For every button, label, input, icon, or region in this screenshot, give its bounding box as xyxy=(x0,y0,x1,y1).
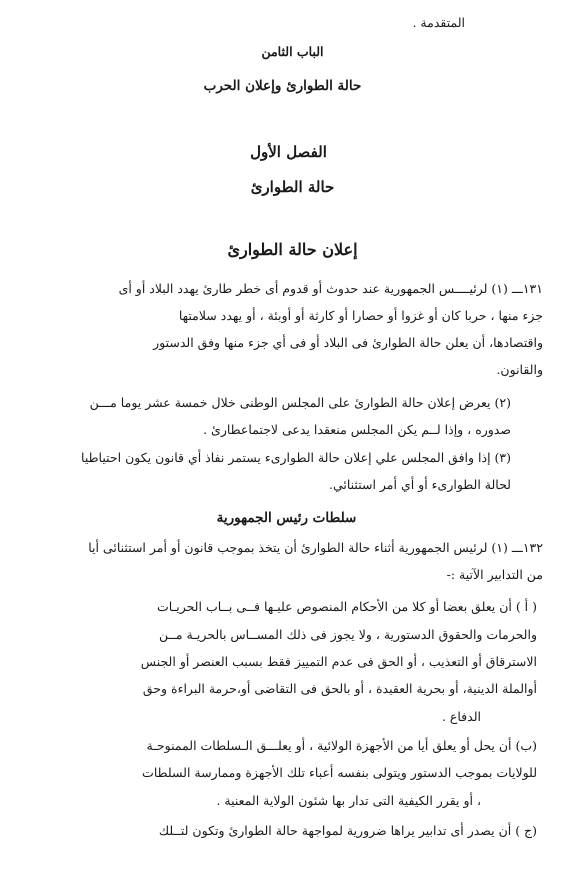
item-a-line-5: الدفاع . xyxy=(441,709,481,724)
article-131-para-2-line-2: صدوره ، وإذا لــم يكن المجلس منعقدا يدعى لاجتماعطارئ . xyxy=(203,422,511,437)
section-title-powers: سلطات رئيس الجمهورية xyxy=(216,510,357,526)
section-title-declaration: إعلان حالة الطوارئ xyxy=(227,240,358,259)
item-c-line-1: (ج ) أن يصدر أى تدابير يراها ضرورية لمواجهة حالة الطوارئ وتكون لتــلك xyxy=(158,823,537,838)
item-a-line-4: أوالملة الدينية، أو بحرية العقيدة ، أو بالحق فى التقاضى أو،حرمة البراءة وحق xyxy=(142,681,537,696)
item-a-line-1: ( أ ) أن يعلق بعضا أو كلا من الأحكام المنصوص عليـها فــى بــاب الحريـات xyxy=(157,599,537,614)
item-a-line-2: والحرمات والحقوق الدستورية ، ولا يجوز فى ذلك المســاس بالحريـة مــن xyxy=(159,627,537,642)
item-b-line-3: ، أو يقرر الكيفية التى تدار بها شئون الولاية المعنية . xyxy=(216,793,481,808)
chapter-title: حالة الطوارئ xyxy=(250,178,335,196)
chapter-label: الفصل الأول xyxy=(250,143,327,161)
article-131-line-2: جزء منها ، حربا كان أو غزوا أو حصارا أو كارثة أو أوبئة ، أو يهدد سلامتها xyxy=(178,308,543,323)
article-131-line-1: ١٣١ـــ (١) لرئيــــس الجمهورية عند حدوث أو قدوم أى خطر طارئ يهدد البلاد أو أى xyxy=(118,281,543,296)
article-131-line-4: والقانون. xyxy=(496,362,543,377)
article-131-para-3-line-1: (٣) إذا وافق المجلس علي إعلان حالة الطوارىء يستمر نفاذ أي قانون يكون احتياطيا xyxy=(81,450,511,465)
article-131-para-2-line-1: (٢) يعرض إعلان حالة الطوارئ على المجلس الوطنى خلال خمسة عشر يوما مـــن xyxy=(89,395,511,410)
article-131-para-3-line-2: لحالة الطوارىء أو أي أمر استثنائي. xyxy=(328,477,511,492)
article-131-line-3: واقتصادها، أن يعلن حالة الطوارئ فى البلاد أو فى أي جزء منها وفق الدستور xyxy=(153,335,543,350)
part-label: الباب الثامن xyxy=(261,44,324,59)
part-title: حالة الطوارئ وإعلان الحرب xyxy=(203,78,362,94)
item-a-line-3: الاسترقاق أو التعذيب ، أو الحق فى عدم التمييز فقط بسبب العنصر أو الجنس xyxy=(140,654,537,669)
top-fragment: المتقدمة . xyxy=(412,15,465,30)
item-b-line-2: للولايات بموجب الدستور ويتولى بنفسه أعباء تلك الأجهزة وممارسة السلطات xyxy=(142,765,537,780)
article-132-intro-line-1: ١٣٢ـــ (١) لرئيس الجمهورية أثناء حالة الطوارئ أن يتخذ بموجب قانون أو أمر استثنائى أيا xyxy=(88,540,543,555)
item-b-line-1: (ب) أن يحل أو يعلق أيا من الأجهزة الولائية ، أو يعلـــق الـسلطات الممنوحـة xyxy=(146,738,537,753)
article-132-intro-line-2: من التدابير الآتية :- xyxy=(446,567,543,582)
